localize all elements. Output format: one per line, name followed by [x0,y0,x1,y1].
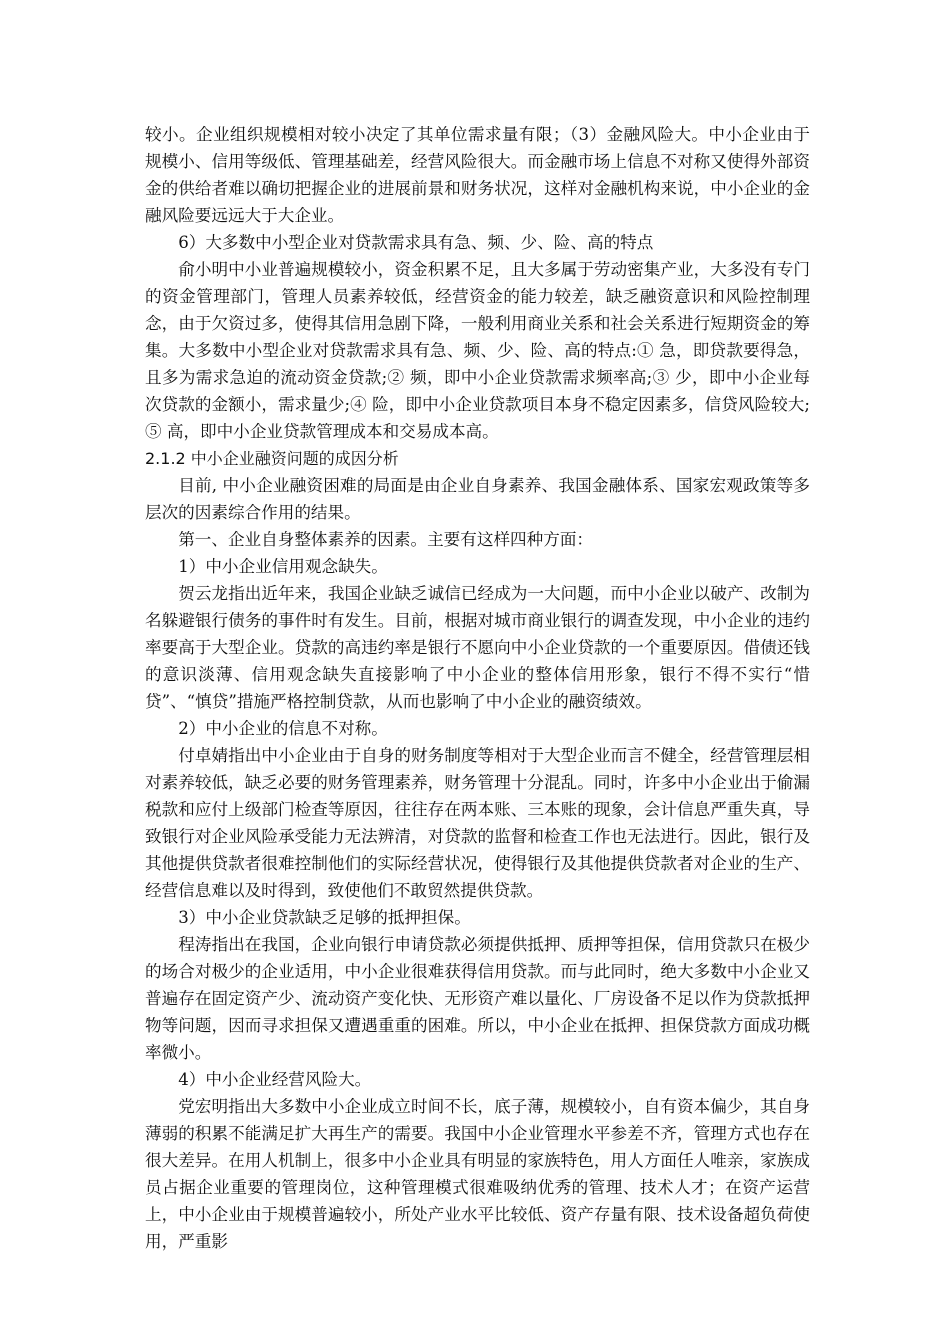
section-heading: 2.1.2 中小企业融资问题的成因分析 [145,449,399,468]
list-item-1: 1）中小企业信用观念缺失。 [178,557,388,576]
paragraph-body: 目前, 中小企业融资困难的局面是由企业自身素养、我国金融体系、国家宏观政策等多层次的因素综合作用的结果。 [145,476,810,522]
list-item-2: 2）中小企业的信息不对称。 [178,719,388,738]
paragraph-body: 第一、企业自身整体素养的因素。主要有这样四种方面： [178,530,594,549]
paragraph-body: 付卓婧指出中小企业由于自身的财务制度等相对于大型企业而言不健全，经营管理层相对素养较低，缺乏必要的财务管理素养，财务管理十分混乱。同时，许多中小企业出于偷漏税款和应付上级部门检查等原因，往往存在两本账、三本账的现象，会计信息严重失真，导致银行对企业风险承受能力无法辨清，对贷款的监督和检查工作也无法进行。因此，银行及其他提供贷款者很难控制他们的实际经营状况，使得银行及其他提供贷款者对企业的生产、经营信息难以及时得到，致使他们不敢贸然提供贷款。 [145,746,810,900]
paragraph-body: 党宏明指出大多数中小企业成立时间不长，底子薄，规模较小，自有资本偏少，其自身薄弱的积累不能满足扩大再生产的需要。我国中小企业管理水平参差不齐，管理方式也存在很大差异。在用人机制上，很多中小企业具有明显的家族特色，用人方面任人唯亲，家族成员占据企业重要的管理岗位，这种管理模式很难吸纳优秀的管理、技术人才；在资产运营上，中小企业由于规模普遍较小，所处产业水平比较低、资产存量有限、技术设备超负荷使用，严重影 [145,1097,810,1251]
paragraph-body: 程涛指出在我国，企业向银行申请贷款必须提供抵押、质押等担保，信用贷款只在极少的场合对极少的企业适用，中小企业很难获得信用贷款。而与此同时，绝大多数中小企业又普遍存在固定资产少、流动资产变化快、无形资产难以量化、厂房设备不足以作为贷款抵押物等问题，因而寻求担保又遭遇重重的困难。所以，中小企业在抵押、担保贷款方面成功概率微小。 [145,935,810,1062]
paragraph-body: 贺云龙指出近年来，我国企业缺乏诚信已经成为一大问题，而中小企业以破产、改制为名躲避银行债务的事件时有发生。目前，根据对城市商业银行的调查发现，中小企业的违约率要高于大型企业。贷款的高违约率是银行不愿向中小企业贷款的一个重要原因。借债还钱的意识淡薄、信用观念缺失直接影响了中小企业的整体信用形象，银行不得不实行“惜贷”、“慎贷”措施严格控制贷款，从而也影响了中小企业的融资绩效。 [145,584,810,711]
list-item-6: 6）大多数中小型企业对贷款需求具有急、频、少、险、高的特点 [178,233,654,252]
paragraph-continuation: 较小。企业组织规模相对较小决定了其单位需求量有限；（3）金融风险大。中小企业由于规模小、信用等级低、管理基础差，经营风险很大。而金融市场上信息不对称又使得外部资金的供给者难以确切把握企业的进展前景和财务状况，这样对金融机构来说，中小企业的金融风险要远远大于大企业。 [145,125,810,225]
list-item-4: 4）中小企业经营风险大。 [178,1070,372,1089]
paragraph-body: 俞小明中小业普遍规模较小，资金积累不足，且大多属于劳动密集产业，大多没有专门的资金管理部门，管理人员素养较低，经营资金的能力较差，缺乏融资意识和风险控制理念，由于欠资过多，使得其信用急剧下降，一般利用商业关系和社会关系进行短期资金的筹集。大多数中小型企业对贷款需求具有急、频、少、险、高的特点:① 急，即贷款要得急，且多为需求急迫的流动资金贷款;② 频，即中小企业贷款需求频率高;③ 少，即中小企业每次贷款的金额小，需求量少;④ 险，即中小企业贷款项目本身不稳定因素多，信贷风险较大;⑤ 高，即中小企业贷款管理成本和交易成本高。 [145,260,810,441]
list-item-3: 3）中小企业贷款缺乏足够的抵押担保。 [178,908,471,927]
